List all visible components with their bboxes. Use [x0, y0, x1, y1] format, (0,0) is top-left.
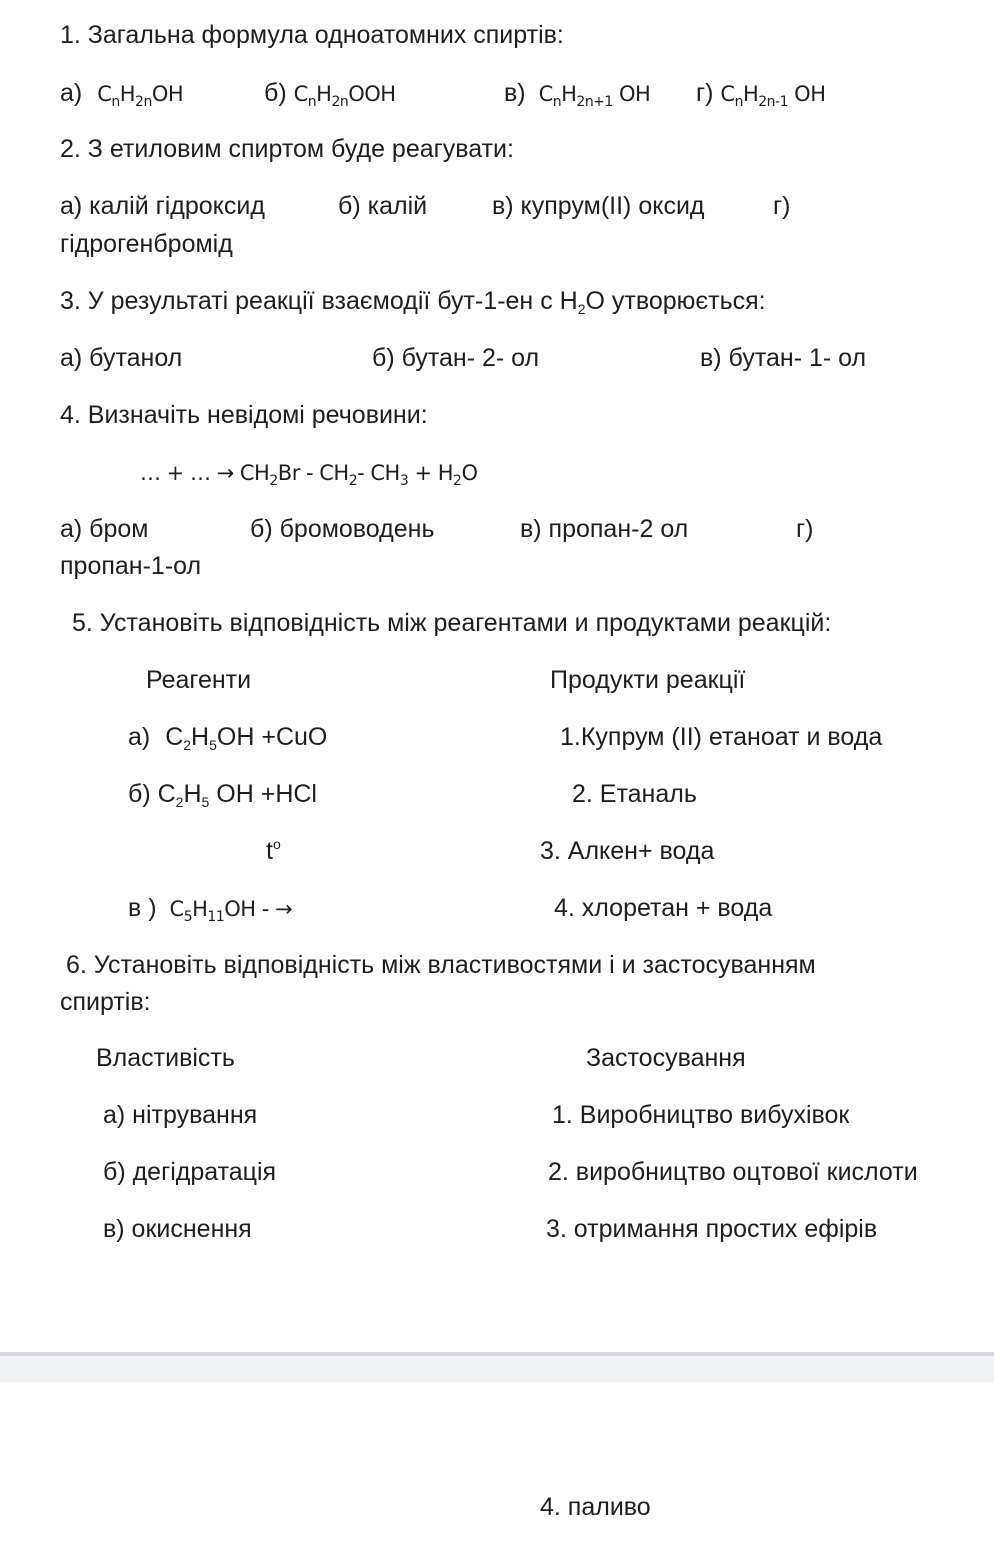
q5-product-4: 4. хлоретан + вода [554, 894, 773, 922]
q2-option-c: в) купрум(II) оксид [492, 192, 705, 220]
q5-reagent-c: в ) $C_5H_{11}OH$ - → [128, 894, 293, 925]
q2-option-d-text: гідрогенбромід [60, 230, 233, 258]
q6-property-b: б) дегідратація [103, 1158, 277, 1186]
q3-title: 3. У результаті реакції взаємодії бут-1-ен с $H_2O$ утворюється: [60, 287, 766, 317]
q5-product-2: 2. Етаналь [572, 780, 697, 808]
q5-temperature-label: $t^o$ [266, 836, 281, 865]
q5-header-reagents: Реагенти [146, 666, 252, 694]
q4-option-c: в) пропан-2 ол [520, 515, 689, 543]
q4-option-d-text: пропан-1-ол [60, 552, 202, 580]
q2-option-b: б) калій [338, 192, 428, 220]
q6-title-cont: спиртів: [60, 988, 151, 1016]
q5-title: 5. Установіть відповідність між реагентами и продуктами реакцій: [72, 609, 832, 637]
q6-header-properties: Властивість [96, 1044, 235, 1072]
q2-option-d: г) [773, 192, 791, 220]
q6-property-a: а) нітрування [103, 1101, 258, 1129]
q3-option-c: в) бутан- 1- ол [700, 344, 867, 372]
q6-application-2: 2. виробництво оцтової кислоти [548, 1158, 918, 1186]
q6-application-1: 1. Виробництво вибухівок [552, 1101, 850, 1129]
q6-property-c: в) окиснення [103, 1215, 252, 1243]
q5-product-1: 1.Купрум (II) етаноат и вода [560, 723, 883, 751]
q1-option-a: а) $C_nH_{2n}OH$ [60, 79, 184, 110]
q4-option-a: а) бром [60, 515, 149, 543]
q6-application-3: 3. отримання простих ефірів [546, 1215, 878, 1243]
q4-option-d: г) [796, 515, 814, 543]
q6-application-4: 4. паливо [540, 1493, 651, 1521]
q5-header-products: Продукти реакції [550, 666, 746, 694]
q5-reagent-a: а) $C_2H_5OH +CuO$ [128, 723, 328, 753]
q1-title: 1. Загальна формула одноатомних спиртів: [60, 21, 564, 49]
q1-option-d: г) $C_nH_{2n-1}$ OH [696, 79, 826, 110]
q3-option-b: б) бутан- 2- ол [372, 344, 540, 372]
page-divider [0, 1352, 994, 1382]
q2-title: 2. З етиловим спиртом буде реагувати: [60, 135, 514, 163]
q1-option-c: в) $C_nH_{2n+1}$ OH [504, 79, 651, 110]
q6-header-applications: Застосування [586, 1044, 746, 1072]
q1-option-b: б) $C_nH_{2n}OOH$ [264, 79, 396, 110]
q4-option-b: б) бромоводень [250, 515, 435, 543]
q2-option-a: а) калій гідроксид [60, 192, 265, 220]
q5-reagent-b: б) $C_2H_5$ OH +HCl [128, 780, 317, 810]
q6-title: 6. Установіть відповідність між властивостями і и застосуванням [66, 951, 816, 979]
q4-title: 4. Визначіть невідомі речовини: [60, 401, 428, 429]
q5-product-3: 3. Алкен+ вода [540, 837, 715, 865]
q4-equation: … + … → $CH_2Br - CH_2-$ $CH_3 + H_2O$ [140, 461, 478, 489]
q3-option-a: а) бутанол [60, 344, 183, 372]
